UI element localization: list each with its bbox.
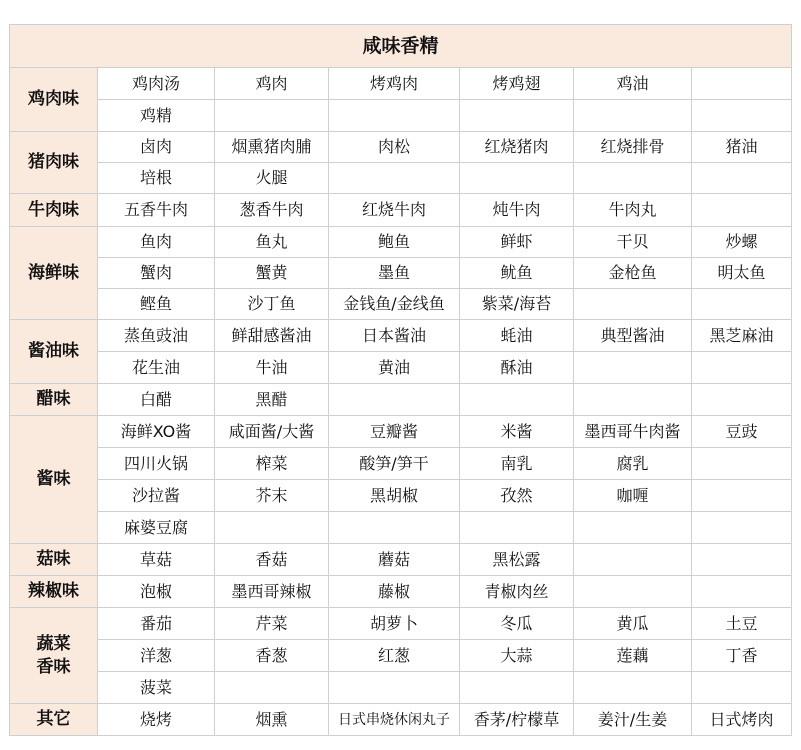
flavor-cell: 洋葱 [98,640,215,672]
flavor-cell: 黄瓜 [574,608,692,640]
flavor-cell: 日式串烧休闲丸子 [329,704,460,736]
flavor-cell: 鸡肉汤 [98,68,215,100]
table-row [10,320,792,352]
flavor-cell: 豆瓣酱 [329,416,460,448]
flavor-cell: 明太鱼 [692,258,792,289]
flavor-cell [460,672,574,704]
flavor-cell: 日式烤肉 [692,704,792,736]
flavor-cell: 花生油 [98,352,215,384]
flavor-cell [329,384,460,416]
flavor-cell: 金钱鱼/金线鱼 [329,289,460,320]
flavor-cell [215,672,329,704]
flavor-cell: 麻婆豆腐 [98,512,215,544]
flavor-cell: 孜然 [460,480,574,512]
flavor-cell: 菠菜 [98,672,215,704]
table-row [10,512,792,544]
flavor-cell [329,512,460,544]
flavor-cell: 咸面酱/大酱 [215,416,329,448]
flavor-cell: 烟熏猪肉脯 [215,132,329,163]
table-row [10,132,792,163]
flavor-cell: 黑松露 [460,544,574,576]
flavor-cell: 黄油 [329,352,460,384]
flavor-cell: 腐乳 [574,448,692,480]
flavor-cell: 烤鸡翅 [460,68,574,100]
flavor-cell: 酸笋/笋干 [329,448,460,480]
flavor-cell [460,100,574,132]
flavor-cell: 黑芝麻油 [692,320,792,352]
flavor-cell: 火腿 [215,163,329,194]
category-label: 酱油味 [10,320,98,384]
flavor-cell: 榨菜 [215,448,329,480]
flavor-cell [329,163,460,194]
flavor-cell [692,68,792,100]
flavor-cell: 猪油 [692,132,792,163]
flavor-cell [574,672,692,704]
flavor-cell [329,100,460,132]
flavor-cell: 青椒肉丝 [460,576,574,608]
flavor-cell: 牛肉丸 [574,194,692,227]
flavor-cell [692,289,792,320]
flavor-cell [692,576,792,608]
table-row [10,704,792,736]
flavor-cell: 鲍鱼 [329,227,460,258]
table-row [10,448,792,480]
table-row [10,416,792,448]
flavor-cell: 胡萝卜 [329,608,460,640]
category-label: 醋味 [10,384,98,416]
flavor-cell: 泡椒 [98,576,215,608]
flavor-cell: 日本酱油 [329,320,460,352]
flavor-cell [574,544,692,576]
table-row [10,352,792,384]
flavor-cell: 红烧牛肉 [329,194,460,227]
table-title: 咸味香精 [10,25,792,68]
flavor-cell: 大蒜 [460,640,574,672]
flavor-cell: 牛油 [215,352,329,384]
flavor-cell: 鲣鱼 [98,289,215,320]
flavor-cell [460,512,574,544]
table-row [10,258,792,289]
flavor-cell: 四川火锅 [98,448,215,480]
flavor-cell: 海鲜XO酱 [98,416,215,448]
flavor-cell [692,448,792,480]
table-row [10,100,792,132]
flavor-cell: 烟熏 [215,704,329,736]
flavor-cell: 芹菜 [215,608,329,640]
flavor-cell: 蘑菇 [329,544,460,576]
flavor-cell: 鱼肉 [98,227,215,258]
flavor-cell: 金枪鱼 [574,258,692,289]
flavor-cell: 鱿鱼 [460,258,574,289]
flavor-cell [692,100,792,132]
flavor-cell: 土豆 [692,608,792,640]
flavor-cell: 墨鱼 [329,258,460,289]
flavor-cell: 草菇 [98,544,215,576]
category-label: 鸡肉味 [10,68,98,132]
category-label: 海鲜味 [10,227,98,320]
table-row [10,384,792,416]
flavor-cell: 干贝 [574,227,692,258]
flavor-cell [215,512,329,544]
category-label: 蔬菜 香味 [10,608,98,704]
flavor-cell: 沙丁鱼 [215,289,329,320]
flavor-cell [692,480,792,512]
flavor-cell: 豆豉 [692,416,792,448]
table-row [10,194,792,227]
flavor-cell: 白醋 [98,384,215,416]
flavor-cell [692,352,792,384]
table-row [10,480,792,512]
flavor-cell: 蟹黄 [215,258,329,289]
flavor-cell: 红葱 [329,640,460,672]
flavor-cell: 香茅/柠檬草 [460,704,574,736]
flavor-table [9,24,792,736]
flavor-cell: 卤肉 [98,132,215,163]
flavor-cell: 蒸鱼豉油 [98,320,215,352]
flavor-cell [574,163,692,194]
flavor-cell: 黑醋 [215,384,329,416]
flavor-table-container [9,24,792,736]
flavor-cell: 莲藕 [574,640,692,672]
category-label: 酱味 [10,416,98,544]
flavor-cell [692,384,792,416]
flavor-cell [574,384,692,416]
flavor-cell: 藤椒 [329,576,460,608]
flavor-cell: 南乳 [460,448,574,480]
flavor-cell [692,672,792,704]
flavor-cell: 丁香 [692,640,792,672]
title-row [10,25,792,68]
flavor-cell: 肉松 [329,132,460,163]
flavor-cell: 墨西哥牛肉酱 [574,416,692,448]
flavor-cell: 五香牛肉 [98,194,215,227]
table-row [10,640,792,672]
flavor-cell: 炖牛肉 [460,194,574,227]
flavor-cell [692,194,792,227]
flavor-cell: 典型酱油 [574,320,692,352]
table-row [10,68,792,100]
table-row [10,608,792,640]
flavor-cell [329,672,460,704]
flavor-cell: 炒螺 [692,227,792,258]
flavor-cell: 红烧排骨 [574,132,692,163]
table-row [10,163,792,194]
flavor-cell: 鱼丸 [215,227,329,258]
table-row [10,576,792,608]
flavor-cell: 酥油 [460,352,574,384]
table-row [10,289,792,320]
flavor-cell: 葱香牛肉 [215,194,329,227]
flavor-cell: 蚝油 [460,320,574,352]
flavor-cell: 黑胡椒 [329,480,460,512]
flavor-cell: 鸡精 [98,100,215,132]
flavor-cell [574,100,692,132]
flavor-cell: 墨西哥辣椒 [215,576,329,608]
flavor-cell: 米酱 [460,416,574,448]
flavor-cell: 香葱 [215,640,329,672]
flavor-cell [574,576,692,608]
flavor-cell: 烧烤 [98,704,215,736]
table-row [10,544,792,576]
flavor-cell [574,512,692,544]
flavor-cell [692,512,792,544]
flavor-cell: 芥末 [215,480,329,512]
flavor-cell: 冬瓜 [460,608,574,640]
table-body [10,68,792,736]
category-label: 其它 [10,704,98,736]
flavor-cell [215,100,329,132]
flavor-cell: 咖喱 [574,480,692,512]
flavor-cell: 蟹肉 [98,258,215,289]
flavor-cell: 烤鸡肉 [329,68,460,100]
flavor-cell [692,544,792,576]
flavor-cell [574,289,692,320]
flavor-cell: 姜汁/生姜 [574,704,692,736]
flavor-cell: 鸡肉 [215,68,329,100]
category-label: 菇味 [10,544,98,576]
flavor-cell [460,163,574,194]
table-row [10,227,792,258]
flavor-cell: 鸡油 [574,68,692,100]
flavor-cell: 番茄 [98,608,215,640]
flavor-cell: 香菇 [215,544,329,576]
table-row [10,672,792,704]
category-label: 辣椒味 [10,576,98,608]
flavor-cell [460,384,574,416]
flavor-cell: 鲜虾 [460,227,574,258]
flavor-cell: 红烧猪肉 [460,132,574,163]
flavor-cell: 紫菜/海苔 [460,289,574,320]
flavor-cell: 鲜甜感酱油 [215,320,329,352]
flavor-cell: 沙拉酱 [98,480,215,512]
flavor-cell [574,352,692,384]
category-label: 猪肉味 [10,132,98,194]
flavor-cell [692,163,792,194]
flavor-cell: 培根 [98,163,215,194]
category-label: 牛肉味 [10,194,98,227]
